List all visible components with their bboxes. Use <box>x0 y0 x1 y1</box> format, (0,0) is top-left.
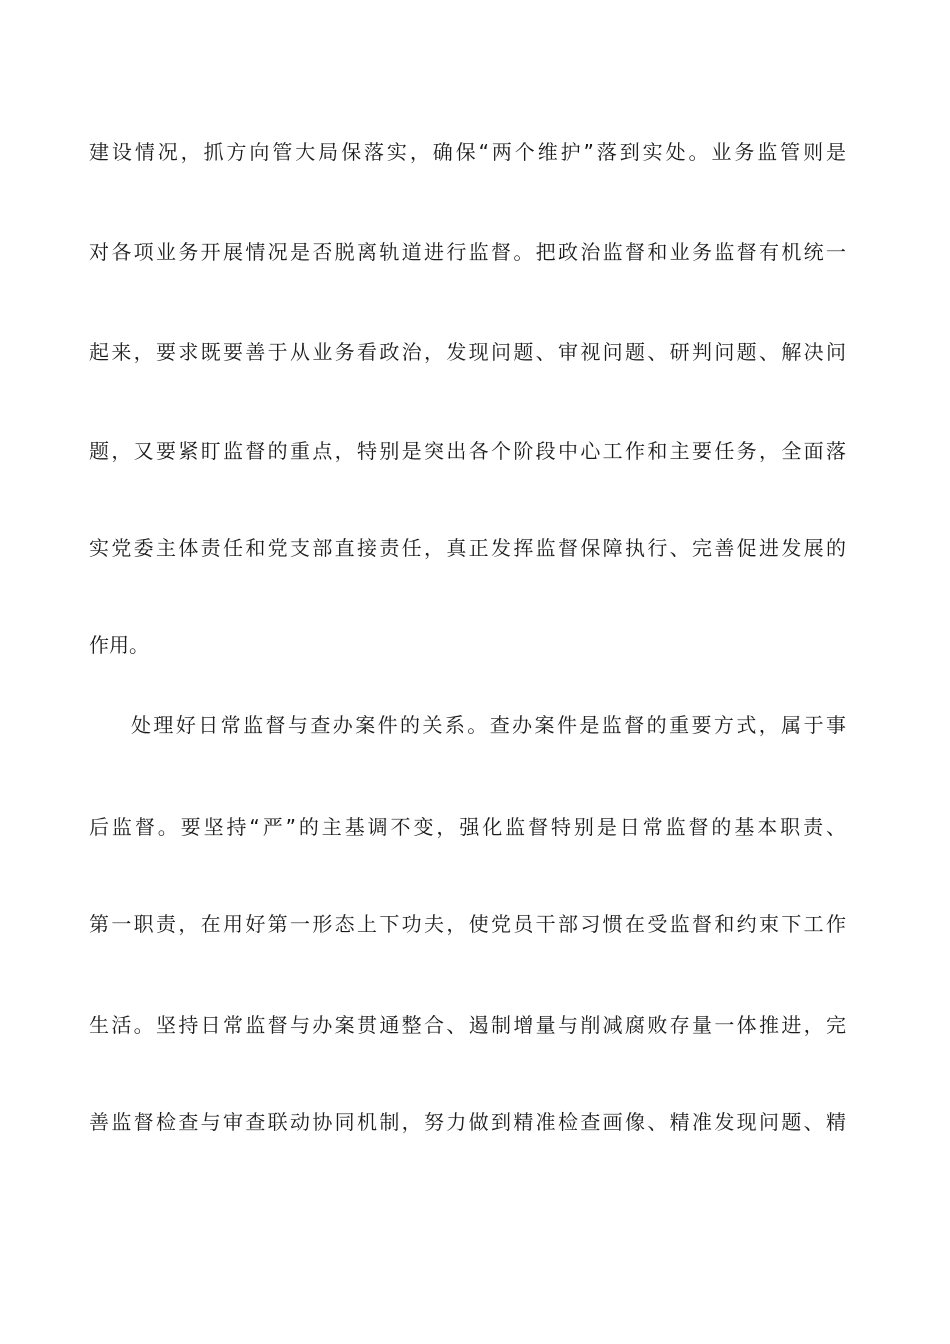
text-line: 题，又要紧盯监督的重点，特别是突出各个阶段中心工作和主要任务，全面落 <box>89 439 846 463</box>
text-line: 第一职责，在用好第一形态上下功夫，使党员干部习惯在受监督和约束下工作 <box>89 912 846 936</box>
text-line: 后监督。要坚持“严”的主基调不变，强化监督特别是日常监督的基本职责、 <box>89 815 846 839</box>
text-line: 作用。 <box>89 633 149 657</box>
text-line: 善监督检查与审查联动协同机制，努力做到精准检查画像、精准发现问题、精 <box>89 1110 846 1134</box>
text-line: 建设情况，抓方向管大局保落实，确保“两个维护”落到实处。业务监管则是 <box>89 140 846 164</box>
paragraph-start-line: 处理好日常监督与查办案件的关系。查办案件是监督的重要方式，属于事 <box>131 713 846 737</box>
text-line: 起来，要求既要善于从业务看政治，发现问题、审视问题、研判问题、解决问 <box>89 340 846 364</box>
text-line: 生活。坚持日常监督与办案贯通整合、遏制增量与削减腐败存量一体推进，完 <box>89 1013 846 1037</box>
text-line: 对各项业务开展情况是否脱离轨道进行监督。把政治监督和业务监督有机统一 <box>89 240 846 264</box>
text-line: 实党委主体责任和党支部直接责任，真正发挥监督保障执行、完善促进发展的 <box>89 536 846 560</box>
